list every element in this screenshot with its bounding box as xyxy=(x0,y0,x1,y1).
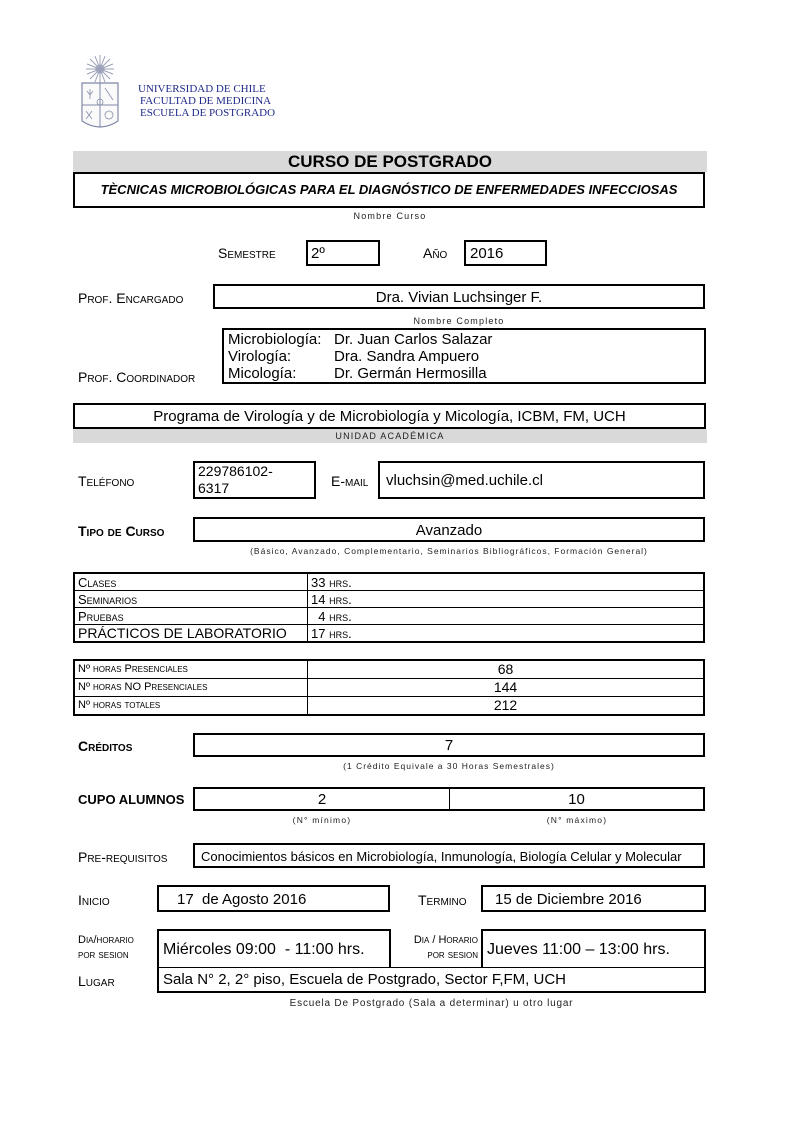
label-line: por sesion xyxy=(427,949,478,961)
prof-coordinador-label: Prof. Coordinador xyxy=(78,369,196,385)
hours-unit: hrs. xyxy=(325,574,352,590)
creditos-field[interactable]: 7 xyxy=(193,733,705,757)
school-name: ESCUELA DE POSTGRADO xyxy=(140,107,276,119)
lugar-label: Lugar xyxy=(78,973,115,989)
hours-unit: hrs. xyxy=(325,608,352,624)
totals-value[interactable]: 212 xyxy=(308,697,705,716)
university-coat-of-arms-icon xyxy=(78,53,136,133)
table-row xyxy=(74,591,704,608)
hours-value-cell[interactable] xyxy=(308,573,705,591)
termino-field[interactable]: 15 de Diciembre 2016 xyxy=(481,885,706,912)
telefono-line: 6317 xyxy=(198,480,230,496)
faculty-name: FACULTAD DE MEDICINA xyxy=(140,95,272,107)
coordinator-row xyxy=(228,331,704,348)
coordinator-area: Virología: xyxy=(228,348,292,365)
tipo-curso-label: Tipo de Curso xyxy=(78,523,165,539)
coordinator-name: Dra. Sandra Ampuero xyxy=(334,348,480,365)
coordinator-name: Dr. Juan Carlos Salazar xyxy=(334,331,493,348)
table-row xyxy=(74,625,704,643)
totals-label: Nº horas Presenciales xyxy=(74,660,308,679)
hours-value-cell[interactable] xyxy=(308,591,705,608)
table-row xyxy=(74,573,704,591)
hours-totals-table xyxy=(73,659,705,716)
course-name-caption: Nombre Curso xyxy=(353,211,427,221)
creditos-caption: (1 Crédito Equivale a 30 Horas Semestrales) xyxy=(343,761,555,771)
cupo-alumnos-label: CUPO ALUMNOS xyxy=(78,792,185,807)
hours-value: 4 xyxy=(311,608,326,624)
totals-value[interactable]: 68 xyxy=(308,660,705,679)
document-title: CURSO DE POSTGRADO xyxy=(73,151,707,172)
hours-label: Pruebas xyxy=(74,608,308,625)
prof-encargado-caption: Nombre Completo xyxy=(413,316,505,326)
coordinator-area: Microbiología: xyxy=(228,331,322,348)
hours-unit: hrs. xyxy=(325,625,352,641)
hours-value: 14 xyxy=(311,591,326,607)
prof-encargado-field[interactable]: Dra. Vivian Luchsinger F. xyxy=(213,284,705,309)
table-row xyxy=(74,660,704,679)
cupo-min-caption: (N° mínimo) xyxy=(292,815,352,825)
institution-name xyxy=(138,83,275,119)
hours-label: Seminarios xyxy=(74,591,308,608)
coordinator-area: Micología: xyxy=(228,365,297,382)
coordinator-row xyxy=(228,348,704,365)
telefono-label: Teléfono xyxy=(78,473,135,489)
semestre-label: Semestre xyxy=(218,245,276,261)
telefono-line: 229786102- xyxy=(198,463,273,479)
cupo-max-caption: (N° máximo) xyxy=(546,815,608,825)
hours-value-cell[interactable] xyxy=(308,625,705,643)
dia-horario-2-label xyxy=(394,933,478,963)
course-name-field[interactable]: TÈCNICAS MICROBIOLÓGICAS PARA EL DIAGNÓSTICO DE ENFERMEDADES INFECCIOSAS xyxy=(73,172,705,208)
prof-coordinador-field[interactable] xyxy=(222,328,706,384)
semestre-field[interactable]: 2º xyxy=(306,240,380,266)
unidad-academica-caption: UNIDAD ACADÉMICA xyxy=(73,429,707,443)
inicio-field[interactable]: 17 de Agosto 2016 xyxy=(157,885,390,912)
telefono-field[interactable] xyxy=(193,461,316,499)
table-row xyxy=(74,679,704,697)
table-row xyxy=(74,608,704,625)
hours-label: PRÁCTICOS DE LABORATORIO xyxy=(74,625,308,643)
termino-label: Termino xyxy=(418,892,467,908)
dia-horario-1-label xyxy=(78,933,134,963)
prof-encargado-label: Prof. Encargado xyxy=(78,290,184,306)
email-field[interactable]: vluchsin@med.uchile.cl xyxy=(378,461,705,499)
label-line: Dia / Horario xyxy=(413,934,478,946)
dia-horario-1-field[interactable]: Miércoles 09:00 - 11:00 hrs. xyxy=(157,929,391,969)
hours-breakdown-table xyxy=(73,572,705,643)
hours-label: Clases xyxy=(74,573,308,591)
cupo-max-field[interactable]: 10 xyxy=(449,787,705,811)
anio-field[interactable]: 2016 xyxy=(464,240,547,266)
totals-label: Nº horas NO Presenciales xyxy=(74,679,308,697)
label-line: por sesion xyxy=(78,949,129,961)
tipo-curso-caption: (Básico, Avanzado, Complementario, Seminarios Bibliográficos, Formación General) xyxy=(250,546,648,556)
university-name: UNIVERSIDAD DE CHILE xyxy=(138,83,266,95)
creditos-label: Créditos xyxy=(78,738,133,754)
prerequisitos-label: Pre-requisitos xyxy=(78,849,168,865)
lugar-caption: Escuela De Postgrado (Sala a determinar) u otro lugar xyxy=(289,998,574,1009)
lugar-field[interactable]: Sala N° 2, 2° piso, Escuela de Postgrado, Sector F,FM, UCH xyxy=(157,967,706,993)
prerequisitos-field[interactable]: Conocimientos básicos en Microbiología, Inmunología, Biología Celular y Molecular xyxy=(193,843,705,868)
hours-value: 33 xyxy=(311,574,326,590)
tipo-curso-field[interactable]: Avanzado xyxy=(193,517,705,542)
label-line: Dia/horario xyxy=(78,934,134,946)
hours-unit: hrs. xyxy=(325,591,352,607)
unidad-academica-field[interactable]: Programa de Virología y de Microbiología y Micología, ICBM, FM, UCH xyxy=(73,403,706,429)
anio-label: Año xyxy=(423,245,448,261)
dia-horario-2-field[interactable]: Jueves 11:00 – 13:00 hrs. xyxy=(481,929,706,969)
cupo-min-field[interactable]: 2 xyxy=(193,787,451,811)
inicio-label: Inicio xyxy=(78,892,110,908)
hours-value-cell[interactable] xyxy=(308,608,705,625)
totals-value[interactable]: 144 xyxy=(308,679,705,697)
email-label: E-mail xyxy=(331,473,369,489)
coordinator-name: Dr. Germán Hermosilla xyxy=(334,365,487,382)
hours-value: 17 xyxy=(311,625,326,641)
table-row xyxy=(74,697,704,716)
totals-label: Nº horas totales xyxy=(74,697,308,716)
coordinator-row xyxy=(228,365,704,382)
